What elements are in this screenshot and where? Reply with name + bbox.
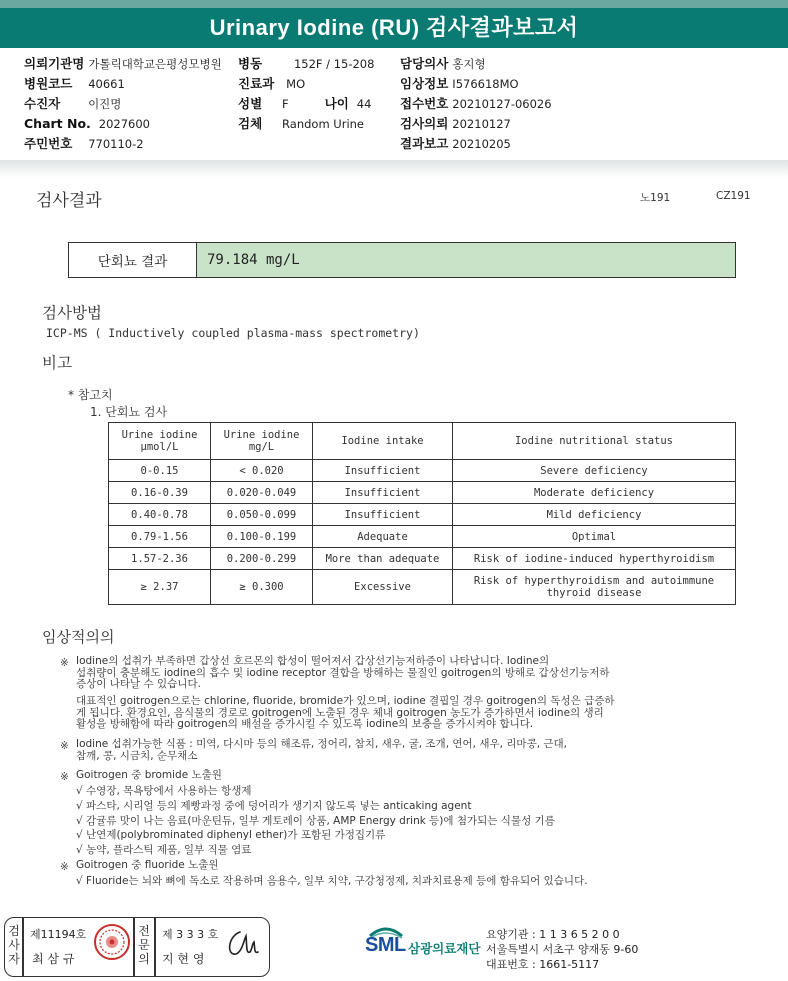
table-cell: Moderate deficiency [453, 482, 736, 504]
table-cell: Excessive [313, 570, 453, 605]
table-cell: Insufficient [313, 504, 453, 526]
table-header-cell: Iodine nutritional status [453, 423, 736, 460]
method-text: ICP-MS ( Inductively coupled plasma-mass spectrometry) [46, 326, 420, 340]
divider [133, 918, 135, 977]
method-heading: 검사방법 [42, 304, 102, 322]
clinical-value: I576618MO [452, 77, 519, 91]
dept-label: 진료과 [238, 76, 275, 91]
reference-table [108, 422, 736, 605]
table-cell: Mild deficiency [453, 504, 736, 526]
bromide-title: Goitrogen 중 bromide 노출원 [76, 769, 222, 781]
table-row [109, 570, 736, 605]
specialist-name: 지 현 영 [162, 952, 205, 966]
table-cell: 0.16-0.39 [109, 482, 211, 504]
examiner-label: 검 사 자 [8, 924, 20, 966]
table-cell: Adequate [313, 526, 453, 548]
table-row [109, 504, 736, 526]
doctor-label: 담당의사 [400, 56, 449, 71]
table-row [109, 526, 736, 548]
check-icon: √ [76, 844, 87, 857]
receipt-label: 접수번호 [400, 96, 449, 111]
table-cell: 0.020-0.049 [211, 482, 313, 504]
clinical-line: Iodine 섭취가능한 식품 : 미역, 다시마 등의 해조류, 정어리, 참치, 새우, 굴, 조개, 연어, 새우, 리마콩, 근대, [76, 738, 568, 750]
table-cell: 1.57-2.36 [109, 548, 211, 570]
hospital-label: 의뢰기관명 [24, 56, 85, 71]
examiner-number: 제11194호 [30, 928, 87, 941]
list-item [76, 874, 588, 888]
sex-label: 성별 [238, 96, 263, 111]
clinical-heading: 임상적의의 [42, 628, 115, 646]
result-label: 단회뇨 결과 [69, 243, 197, 277]
table-cell: 0-0.15 [109, 460, 211, 482]
table-row [109, 460, 736, 482]
list-item [76, 799, 555, 814]
bullet-mark-3: ※ [60, 771, 69, 783]
table-cell: Insufficient [313, 482, 453, 504]
clinical-line: 참깨, 콩, 시금치, 순무채소 [76, 749, 198, 762]
table-row [109, 482, 736, 504]
clinical-line: 활성을 방해함에 따라 goitrogen의 배설을 증가시킬 수 있도록 iodine의 보충을 증가시켜야 합니다. [76, 718, 534, 730]
table-row [109, 548, 736, 570]
clinical-paragraph-2 [76, 696, 615, 731]
patient-info-col2 [238, 54, 374, 134]
request-label: 검사의뢰 [400, 116, 449, 131]
specialist-label: 전 문 의 [138, 924, 150, 966]
table-cell: 0.050-0.099 [211, 504, 313, 526]
list-item [76, 784, 555, 799]
divider [154, 918, 156, 977]
list-item-text: 난연제(polybrominated diphenyl ether)가 포함된 가정집기류 [86, 829, 386, 842]
bullet-mark-1: ※ [60, 657, 69, 669]
patient-label: 수진자 [24, 96, 61, 111]
list-item-text: 파스타, 시리얼 등의 제빵과정 중에 덩어리가 생기지 않도록 넣는 anticaking agent [86, 799, 472, 812]
reference-title: * 참고치 [68, 388, 113, 402]
result-value: 79.184 mg/L [197, 243, 735, 277]
rrn-value: 770110-2 [88, 137, 144, 151]
patient-info-col1 [24, 54, 222, 154]
list-item [76, 843, 555, 858]
table-cell: 0.40-0.78 [109, 504, 211, 526]
list-item [76, 828, 555, 843]
patient-value: 이진명 [88, 97, 122, 111]
bullet-mark-4: ※ [60, 861, 69, 873]
clinical-line: 게 됩니다. 환경요인, 음식물의 경로로 goitrogen에 노출된 경우 체내 goitrogen 농도가 증가하면서 iodine의 생리 [76, 706, 604, 719]
top-accent-bar [0, 0, 788, 8]
bullet-mark-2: ※ [60, 740, 69, 752]
table-cell: Risk of hyperthyroidism and autoimmune thyroid disease [453, 570, 736, 605]
table-cell: < 0.020 [211, 460, 313, 482]
table-cell: Severe deficiency [453, 460, 736, 482]
report-label: 결과보고 [400, 136, 449, 151]
rrn-label: 주민번호 [24, 136, 73, 151]
divider [22, 918, 24, 977]
org-address: 서울특별시 서초구 양재동 9-60 [486, 943, 639, 956]
list-item-text: 농약, 플라스틱 제품, 일부 직물 염료 [86, 844, 252, 857]
table-cell: Optimal [453, 526, 736, 548]
hospital-value: 가톨릭대학교은평성모병원 [88, 57, 222, 71]
table-header-row [109, 423, 736, 460]
clinical-label: 임상정보 [400, 76, 449, 91]
result-code-2: CZ191 [716, 190, 751, 202]
table-cell: 0.79-1.56 [109, 526, 211, 548]
doctor-value: 홍지형 [452, 57, 486, 71]
seal-stamp [93, 923, 131, 965]
dept-value: MO [286, 77, 306, 91]
age-label: 나이 [324, 96, 349, 111]
report-value: 20210205 [452, 137, 511, 151]
reference-subtitle: 1. 단회뇨 검사 [90, 405, 168, 419]
check-icon: √ [76, 785, 87, 797]
specimen-label: 검체 [238, 116, 263, 131]
report-title: Urinary Iodine (RU) 검사결과보고서 [0, 8, 788, 48]
specimen-value: Random Urine [282, 117, 365, 131]
check-icon: √ [76, 814, 87, 827]
table-header-cell: Urine iodine mg/L [211, 423, 313, 460]
table-cell: 0.200-0.299 [211, 548, 313, 570]
check-icon: √ [76, 799, 87, 812]
org-phone: 대표번호 : 1661-5117 [486, 958, 600, 971]
table-cell: 0.100-0.199 [211, 526, 313, 548]
table-cell: Risk of iodine-induced hyperthyroidism [453, 548, 736, 570]
result-code-1: 노191 [640, 192, 671, 204]
receipt-value: 20210127-06026 [452, 97, 552, 111]
results-heading: 검사결과 [36, 191, 102, 211]
list-item-text: 감귤류 맛이 나는 음료(마운틴듀, 일부 게토레이 상품, AMP Energy drink 등)에 첨가되는 식물성 기름 [86, 814, 555, 827]
chart-value: 2027600 [98, 117, 150, 131]
fluoride-list [76, 874, 588, 888]
code-value: 40661 [88, 77, 125, 91]
sex-value: F [282, 97, 289, 111]
request-value: 20210127 [452, 117, 511, 131]
sml-logo-text: SML [365, 934, 406, 956]
bromide-list [76, 784, 555, 858]
table-header-cell: Iodine intake [313, 423, 453, 460]
clinical-line: Iodine의 섭취가 부족하면 갑상선 호르몬의 합성이 떨어져서 갑상선기능저하증이 나타납니다. Iodine의 [76, 655, 550, 667]
org-name: 삼광의료재단 [408, 941, 481, 956]
check-icon: √ [76, 875, 87, 887]
result-box [68, 242, 736, 278]
ward-value: 152F / 15-208 [293, 57, 375, 71]
fluoride-title: Goitrogen 중 fluoride 노출원 [76, 859, 219, 871]
remarks-heading: 비고 [42, 354, 72, 372]
clinical-line: 증상이 나타날 수 있습니다. [76, 678, 201, 690]
signature-icon [222, 926, 262, 966]
food-list [76, 739, 567, 762]
section-divider-band [0, 160, 788, 178]
chart-label: Chart No. [24, 116, 91, 131]
specialist-number: 제 3 3 3 호 [162, 928, 219, 941]
list-item-text: 수영장, 목욕탕에서 사용하는 항생제 [86, 785, 252, 797]
ward-label: 병동 [238, 56, 263, 71]
code-label: 병원코드 [24, 76, 73, 91]
check-icon: √ [76, 829, 87, 842]
list-item [76, 814, 555, 829]
clinical-line: 섭취량이 충분해도 iodine의 흡수 및 iodine receptor 결합을 방해하는 물질인 goitrogen의 방해로 갑상선기능저하 [76, 666, 610, 679]
facility-code: 요양기관 : 1 1 3 6 5 2 0 0 [486, 928, 620, 941]
examiner-name: 최 삼 규 [32, 952, 75, 966]
table-cell: Insufficient [313, 460, 453, 482]
clinical-line: 대표적인 goitrogen으로는 chlorine, fluoride, bromide가 있으며, iodine 결핍일 경우 goitrogen의 독성은 급증하 [76, 695, 615, 707]
table-header-cell: Urine iodine μmol/L [109, 423, 211, 460]
age-value: 44 [356, 97, 372, 111]
table-cell: ≥ 2.37 [109, 570, 211, 605]
clinical-paragraph-1 [76, 656, 610, 691]
list-item-text: Fluoride는 뇌와 뼈에 독소로 작용하며 음용수, 일부 치약, 구강청정제, 치과치료용제 등에 함유되어 있습니다. [86, 875, 588, 887]
table-cell: More than adequate [313, 548, 453, 570]
patient-info-col3 [400, 54, 552, 154]
table-cell: ≥ 0.300 [211, 570, 313, 605]
